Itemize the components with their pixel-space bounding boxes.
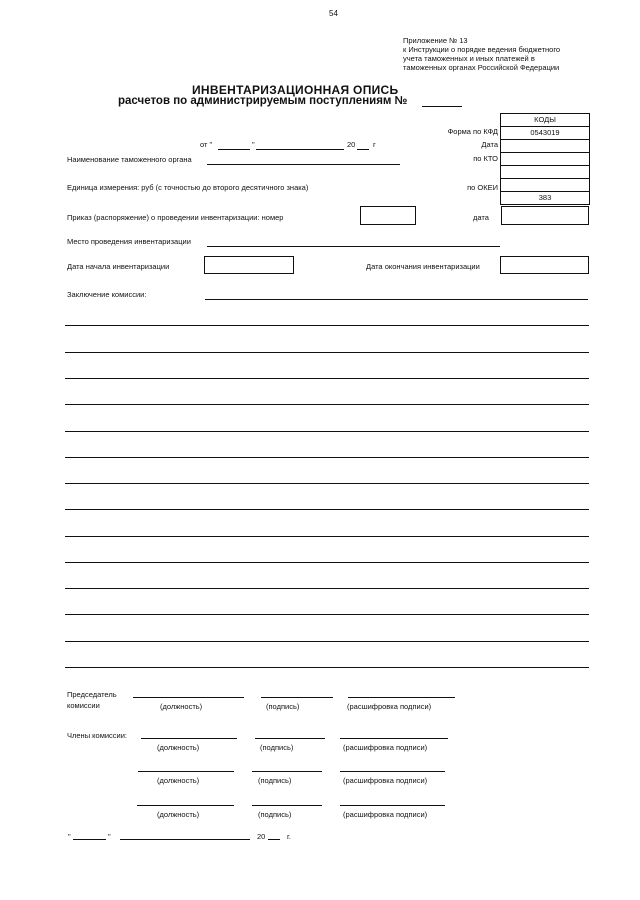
date-label: Дата [481, 140, 498, 149]
end-date-label: Дата окончания инвентаризации [366, 262, 480, 271]
chairman-position-field[interactable] [133, 697, 244, 698]
appendix-line: Приложение № 13 [403, 36, 468, 45]
footer-year-prefix: 20 [257, 832, 266, 841]
okei-code-cell: 383 [501, 191, 589, 204]
number-field[interactable] [422, 106, 462, 107]
signature-caption: (подпись) [266, 702, 300, 711]
order-number-box[interactable] [360, 206, 416, 225]
year-suffix: г [373, 140, 376, 149]
date-code-cell[interactable] [501, 139, 589, 152]
conclusion-line[interactable] [65, 667, 589, 668]
end-date-box[interactable] [500, 256, 589, 274]
footer-quote-close: " [108, 832, 111, 841]
empty-code-cell [501, 178, 589, 191]
member1-position-field[interactable] [141, 738, 237, 739]
day-field[interactable] [218, 149, 250, 150]
position-caption: (должность) [157, 743, 200, 752]
start-date-label: Дата начала инвентаризации [67, 262, 170, 271]
order-date-label: дата [473, 213, 489, 222]
month-field[interactable] [256, 149, 344, 150]
conclusion-line[interactable] [65, 536, 589, 537]
year-prefix: 20 [347, 140, 356, 149]
chairman-signature-field[interactable] [261, 697, 333, 698]
member3-position-field[interactable] [137, 805, 234, 806]
chairman-label-2: комиссии [67, 701, 100, 710]
customs-name-field[interactable] [207, 164, 400, 165]
start-date-box[interactable] [204, 256, 294, 274]
position-caption: (должность) [157, 810, 200, 819]
member1-signature-field[interactable] [255, 738, 325, 739]
decoding-caption: (расшифровка подписи) [343, 743, 428, 752]
position-caption: (должность) [160, 702, 203, 711]
place-label: Место проведения инвентаризации [67, 237, 191, 246]
signature-caption: (подпись) [260, 743, 294, 752]
conclusion-line[interactable] [65, 431, 589, 432]
member2-decoding-field[interactable] [340, 771, 445, 772]
decoding-caption: (расшифровка подписи) [347, 702, 432, 711]
conclusion-line[interactable] [65, 325, 589, 326]
chairman-label: Председатель [67, 690, 117, 699]
footer-year-field[interactable] [268, 839, 280, 840]
date-from-label: от " [200, 140, 213, 149]
footer-month-field[interactable] [120, 839, 250, 840]
conclusion-line[interactable] [65, 562, 589, 563]
conclusion-line[interactable] [65, 404, 589, 405]
kto-code-cell[interactable] [501, 152, 589, 165]
member1-decoding-field[interactable] [340, 738, 448, 739]
appendix-line: учета таможенных и иных платежей в [403, 54, 535, 63]
conclusion-line[interactable] [65, 457, 589, 458]
unit-label: Единица измерения: руб (с точностью до второго десятичного знака) [67, 183, 309, 192]
conclusion-line[interactable] [65, 352, 589, 353]
decoding-caption: (расшифровка подписи) [343, 776, 428, 785]
signature-caption: (подпись) [258, 810, 292, 819]
footer-day-field[interactable] [73, 839, 106, 840]
conclusion-line[interactable] [65, 483, 589, 484]
member2-signature-field[interactable] [252, 771, 322, 772]
kto-label: по КТО [473, 154, 498, 163]
codes-header: КОДЫ [534, 115, 556, 124]
conclusion-line[interactable] [65, 588, 589, 589]
conclusion-line[interactable] [65, 509, 589, 510]
document-subtitle: расчетов по администрируемым поступлениям № [118, 95, 408, 107]
appendix-line: таможенных органах Российской Федерации [403, 63, 560, 72]
position-caption: (должность) [157, 776, 200, 785]
form-label: Форма по КФД [447, 127, 498, 136]
appendix-line: к Инструкции о порядке ведения бюджетного [403, 45, 561, 54]
conclusion-line[interactable] [65, 378, 589, 379]
member2-position-field[interactable] [138, 771, 234, 772]
date-quote: " [252, 140, 255, 149]
appendix-note [403, 36, 623, 72]
document-title: ИНВЕНТАРИЗАЦИОННАЯ ОПИСЬ [192, 83, 399, 97]
order-label: Приказ (распоряжение) о проведении инвентаризации: номер [67, 213, 284, 222]
signature-caption: (подпись) [258, 776, 292, 785]
empty-code-cell [501, 165, 589, 178]
conclusion-line[interactable] [65, 614, 589, 615]
decoding-caption: (расшифровка подписи) [343, 810, 428, 819]
conclusion-label: Заключение комиссии: [67, 290, 147, 299]
member3-signature-field[interactable] [252, 805, 322, 806]
chairman-decoding-field[interactable] [348, 697, 455, 698]
conclusion-line[interactable] [65, 641, 589, 642]
year-field[interactable] [357, 149, 369, 150]
customs-name-label: Наименование таможенного органа [67, 155, 192, 164]
form-code-cell: 0543019 [501, 126, 589, 139]
footer-quote-open: " [68, 832, 71, 841]
place-field[interactable] [207, 246, 500, 247]
okei-label: по ОКЕИ [467, 183, 498, 192]
footer-year-suffix: г. [287, 832, 291, 841]
page-number: 54 [329, 9, 338, 18]
conclusion-line[interactable] [205, 299, 588, 300]
member3-decoding-field[interactable] [340, 805, 445, 806]
members-label: Члены комиссии: [67, 731, 128, 740]
codes-table [500, 113, 590, 205]
order-date-box[interactable] [501, 206, 589, 225]
